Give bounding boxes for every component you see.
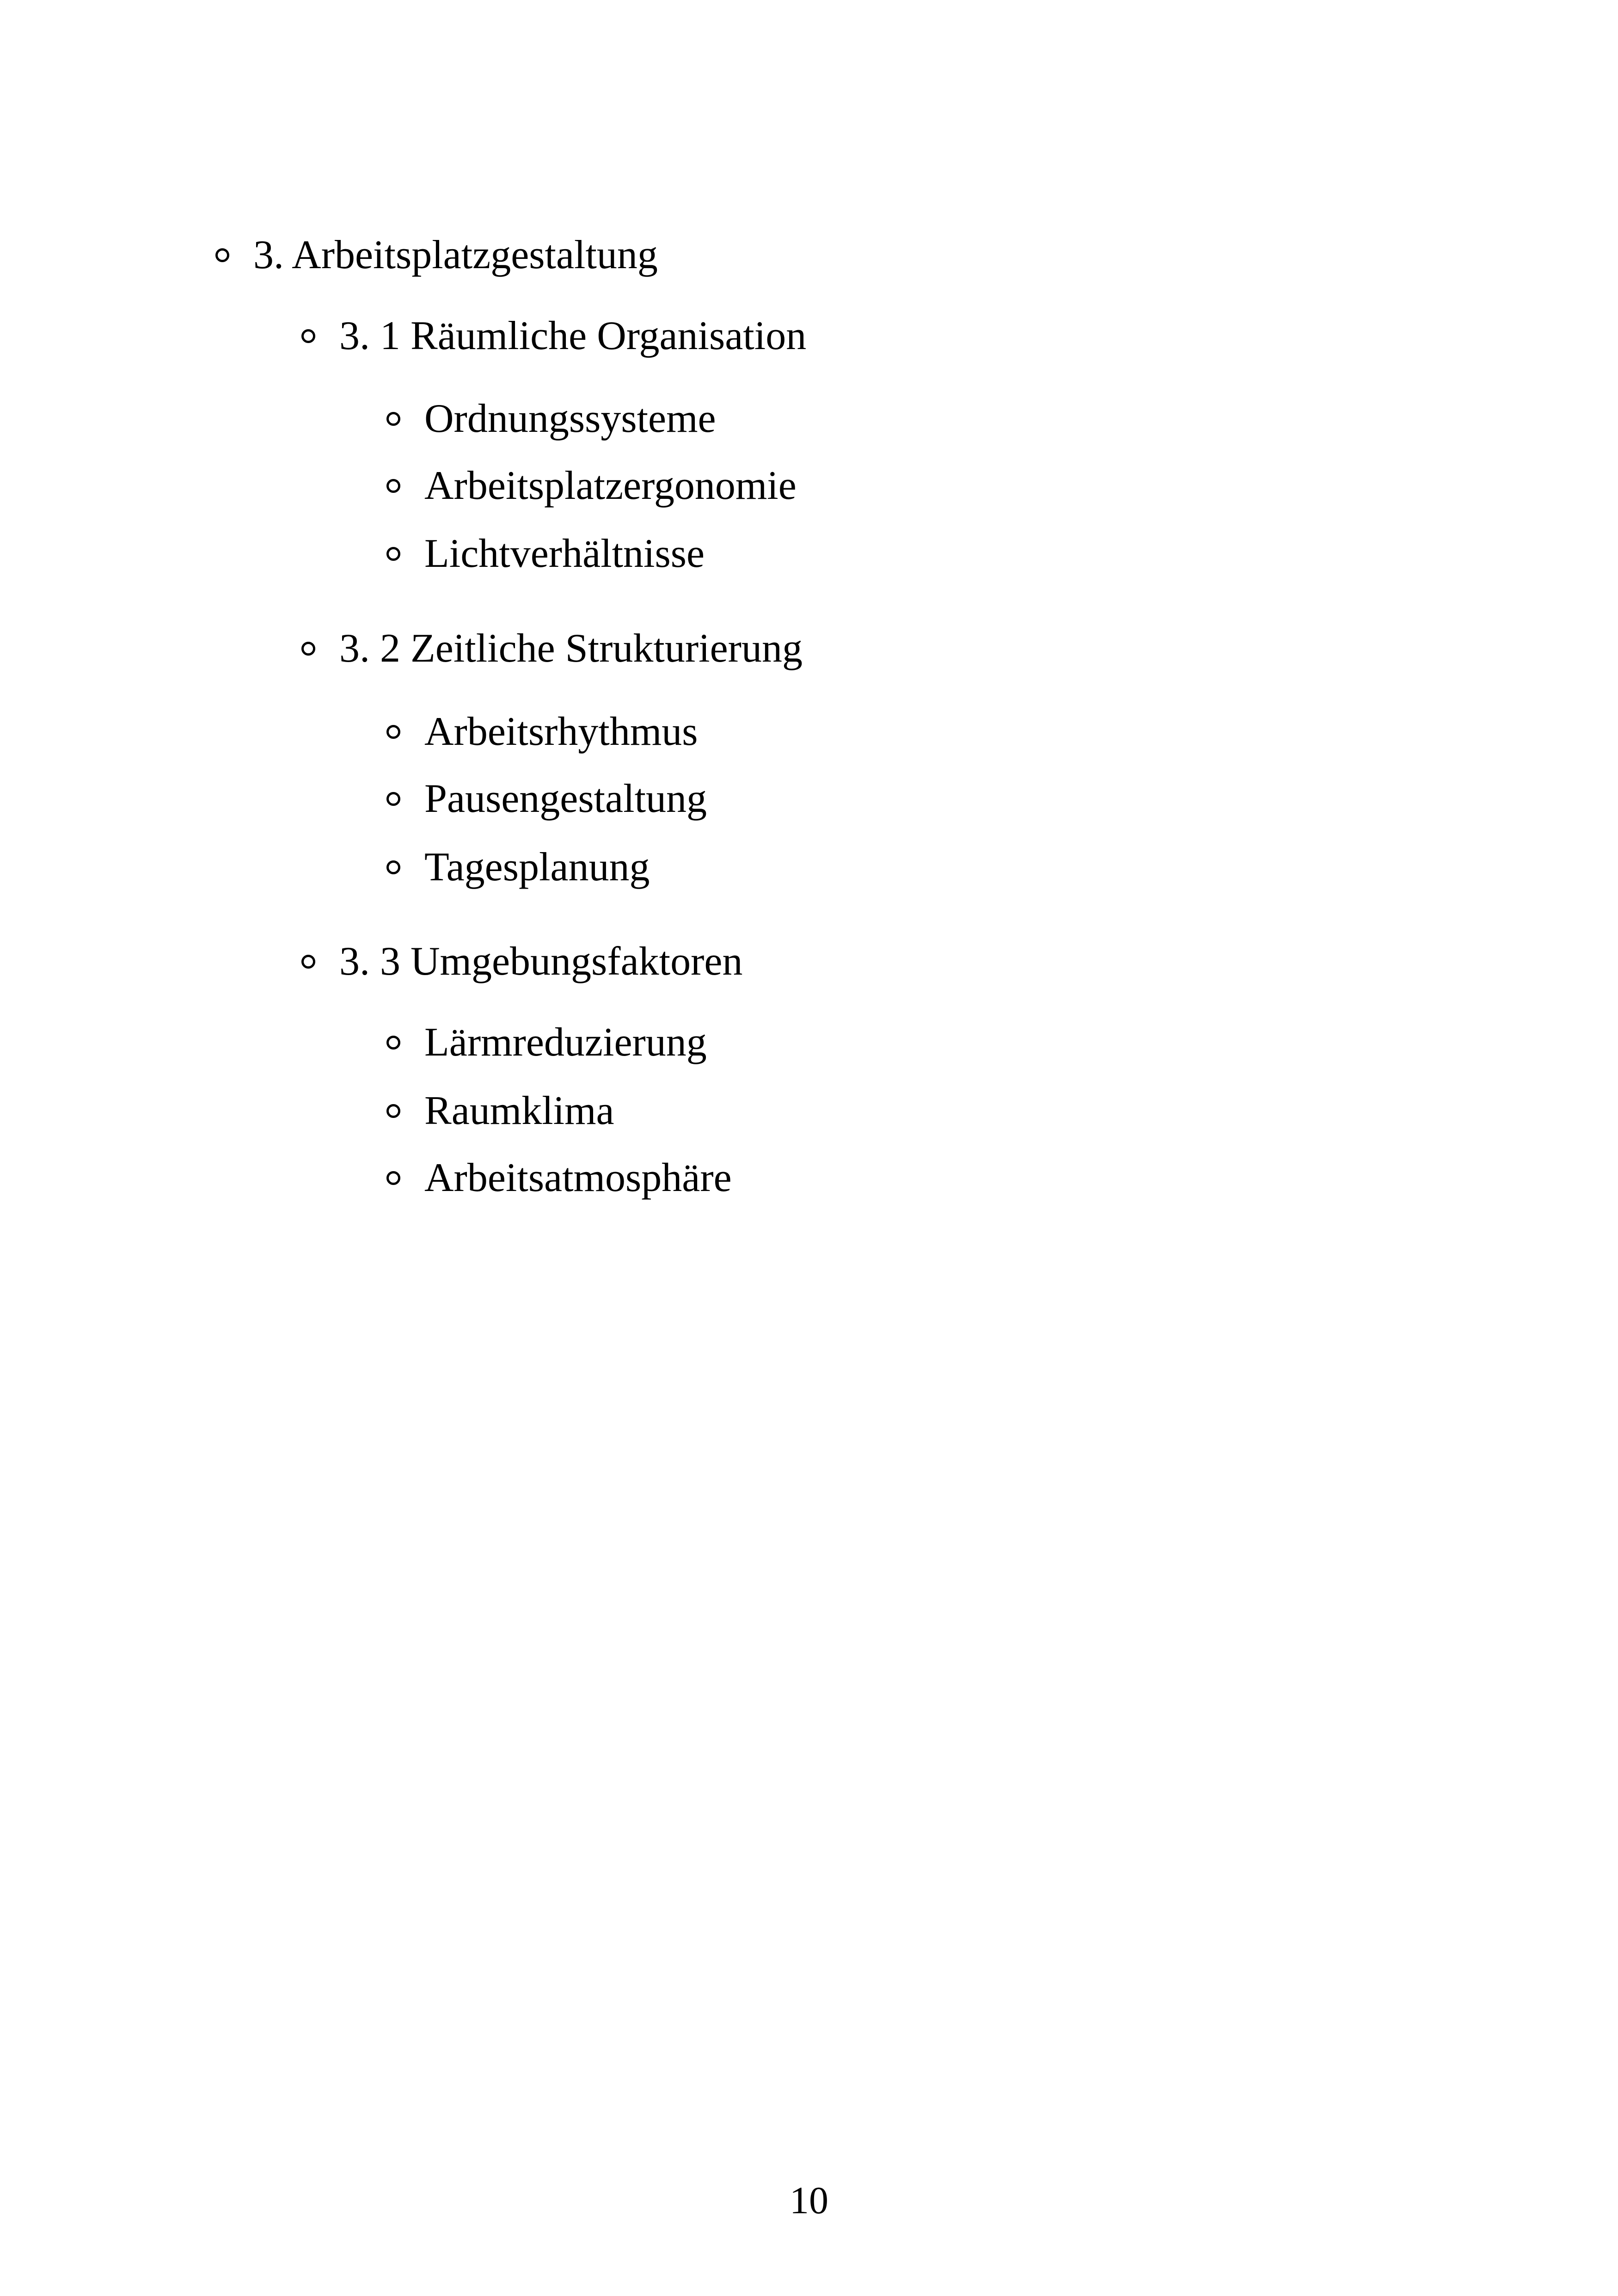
outline-title-item [215,232,658,278]
list-item [386,844,650,890]
list-item [386,1155,732,1201]
circle-bullet-icon [386,860,400,874]
list-item [386,776,707,822]
circle-bullet-icon [301,329,315,343]
list-item-label: Pausengestaltung [424,776,707,821]
circle-bullet-icon [386,412,400,426]
list-item-label: Lichtverhältnisse [424,531,705,576]
list-item [386,1019,707,1066]
circle-bullet-icon [386,547,400,561]
circle-bullet-icon [386,479,400,493]
circle-bullet-icon [301,642,315,656]
circle-bullet-icon [386,1104,400,1118]
list-item [386,1088,614,1134]
section-heading: 3. 1 Räumliche Organisation [339,313,807,358]
circle-bullet-icon [301,955,315,969]
circle-bullet-icon [215,248,229,262]
list-item-label: Arbeitsrhythmus [424,709,698,754]
section-heading-item [301,313,806,359]
section-heading: 3. 2 Zeitliche Strukturierung [339,626,803,671]
page-number: 10 [790,2179,828,2222]
list-item-label: Arbeitsatmosphäre [424,1155,732,1200]
list-item [386,396,716,442]
circle-bullet-icon [386,725,400,739]
list-item-label: Ordnungssysteme [424,396,716,441]
circle-bullet-icon [386,1036,400,1050]
section-heading: 3. 3 Umgebungsfaktoren [339,939,743,984]
section-heading-item [301,626,803,672]
list-item-label: Arbeitsplatzergonomie [424,463,797,508]
section-heading-item [301,939,742,985]
circle-bullet-icon [386,1171,400,1185]
list-item [386,463,797,509]
circle-bullet-icon [386,792,400,806]
list-item [386,709,698,755]
list-item [386,531,705,577]
list-item-label: Tagesplanung [424,845,650,890]
outline-title: 3. Arbeitsplatzgestaltung [253,233,658,277]
list-item-label: Raumklima [424,1088,614,1133]
list-item-label: Lärmreduzierung [424,1020,707,1065]
